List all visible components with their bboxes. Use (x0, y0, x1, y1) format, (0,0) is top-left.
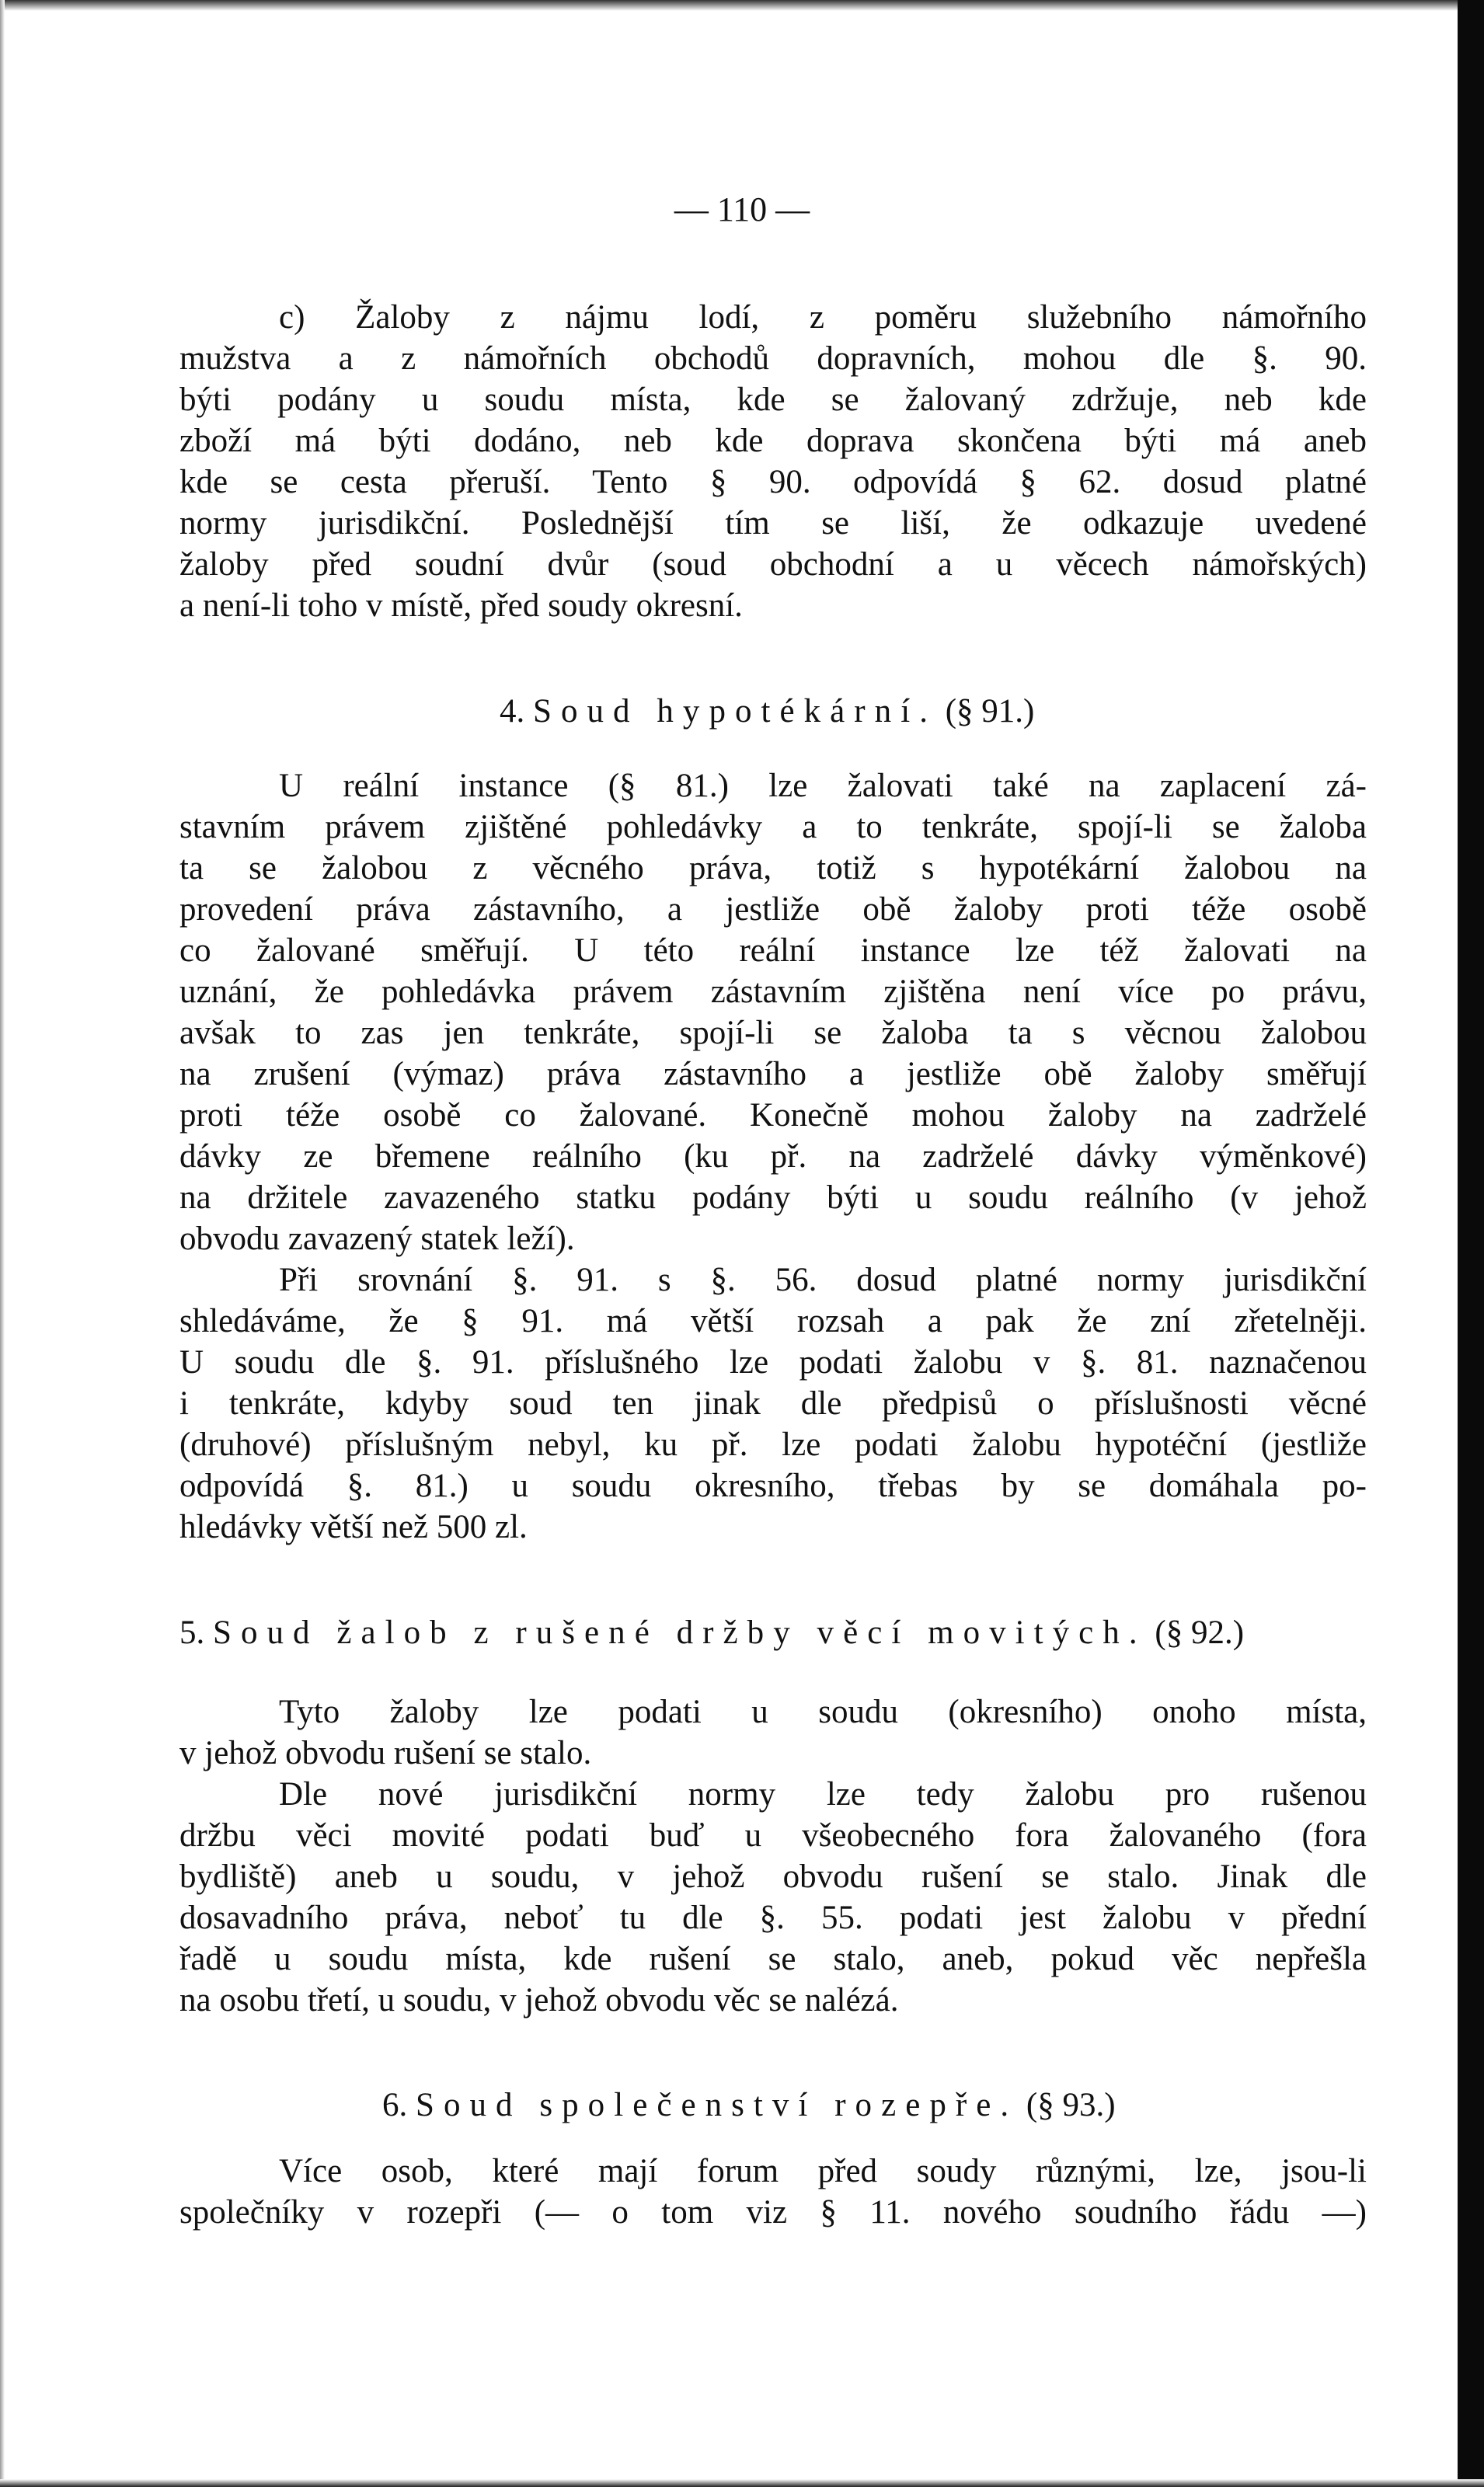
heading-ref: (§ 91.) (945, 693, 1035, 730)
text-line: dávky ze břemene reálního (ku př. na zadrželé dávky výměnkové) (179, 1138, 1367, 1175)
heading-ref: (§ 92.) (1155, 1614, 1245, 1651)
text-line: i tenkráte, kdyby soud ten jinak dle předpisů o příslušnosti věcné (179, 1385, 1367, 1422)
text-line: U soudu dle §. 91. příslušného lze podati žalobu v §. 81. naznačenou (179, 1344, 1367, 1381)
text-line: hledávky větší než 500 zl. (179, 1509, 528, 1545)
heading-4 (500, 691, 1034, 732)
text-line: na osobu třetí, u soudu, v jehož obvodu věc se nalézá. (179, 1982, 899, 2019)
heading-title: Soud společenství rozepře. (416, 2087, 1019, 2123)
paragraph-c (179, 297, 1367, 626)
text-line: dosavadního práva, neboť tu dle §. 55. podati jest žalobu v přední (179, 1900, 1367, 1936)
text-line: na držitele zavazeného statku podány býti u soudu reálního (v jehož (179, 1179, 1367, 1216)
text-line: ta se žalobou z věcného práva, totiž s hypotékární žalobou na (179, 850, 1367, 886)
text-line: býti podány u soudu místa, kde se žalovaný zdržuje, neb kde (179, 381, 1367, 418)
text-line: bydliště) aneb u soudu, v jehož obvodu rušení se stalo. Jinak dle (179, 1858, 1367, 1895)
heading-5 (179, 1612, 1244, 1653)
text-line: uznání, že pohledávka právem zástavním zjištěna není více po právu, (179, 974, 1367, 1010)
text-line: normy jurisdikční. Poslednější tím se liší, že odkazuje uvedené (179, 505, 1367, 542)
text-line: U reální instance (§ 81.) lze žalovati také na zaplacení zá- (279, 768, 1367, 804)
text-line: proti téže osobě co žalované. Konečně mohou žaloby na zadrželé (179, 1097, 1367, 1134)
paragraph-tyto (179, 1691, 1367, 1774)
paragraph-vice (179, 2151, 1367, 2233)
text-line: držbu věci movité podati buď u všeobecného fora žalovaného (fora (179, 1817, 1367, 1854)
text-line: řadě u soudu místa, kde rušení se stalo, aneb, pokud věc nepřešla (179, 1941, 1367, 1977)
scan-edge-bottom (0, 2479, 1484, 2487)
scan-edge-right (1458, 0, 1484, 2487)
text-line: na zrušení (výmaz) práva zástavního a jestliže obě žaloby směřují (179, 1056, 1367, 1092)
page-number: — 110 — (674, 190, 810, 228)
text-line: v jehož obvodu rušení se stalo. (179, 1735, 592, 1771)
text-line: provedení práva zástavního, a jestliže obě žaloby proti téže osobě (179, 891, 1367, 928)
text-line: avšak to zas jen tenkráte, spojí-li se žaloba ta s věcnou žalobou (179, 1015, 1367, 1051)
text-line: a není-li toho v místě, před soudy okresní. (179, 587, 743, 624)
text-line: shledáváme, že § 91. má větší rozsah a pak že zní zřetelněji. (179, 1303, 1367, 1339)
text-line: zboží má býti dodáno, neb kde doprava skončena býti má aneb (179, 423, 1367, 459)
heading-number: 6. (382, 2087, 408, 2123)
text-line: kde se cesta přeruší. Tento § 90. odpovídá § 62. dosud platné (179, 464, 1367, 500)
paragraph-real-instance (179, 765, 1367, 1259)
scan-edge-left (0, 0, 5, 2487)
heading-number: 5. (179, 1614, 205, 1651)
heading-6 (382, 2085, 1116, 2126)
heading-title: Soud hypotékární. (533, 693, 937, 730)
text-line: Dle nové jurisdikční normy lze tedy žalobu pro rušenou (279, 1776, 1367, 1813)
paragraph-srovnani (179, 1259, 1367, 1548)
text-line: obvodu zavazený statek leží). (179, 1221, 575, 1257)
text-line: stavním právem zjištěné pohledávky a to tenkráte, spojí-li se žaloba (179, 809, 1367, 845)
text-line: (druhové) příslušným nebyl, ku př. lze podati žalobu hypotéční (jestliže (179, 1426, 1367, 1463)
heading-title: Soud žalob z rušené držby věcí movitých. (213, 1614, 1147, 1651)
text-line: společníky v rozepři (— o tom viz § 11. nového soudního řádu —) (179, 2194, 1367, 2231)
heading-number: 4. (500, 693, 525, 730)
text-line: mužstva a z námořních obchodů dopravních, mohou dle §. 90. (179, 340, 1367, 377)
text-line: Tyto žaloby lze podati u soudu (okresního) onoho místa, (279, 1694, 1367, 1730)
text-line: Více osob, které mají forum před soudy různými, lze, jsou-li (279, 2153, 1367, 2189)
text-line: žaloby před soudní dvůr (soud obchodní a u věcech námořských) (179, 546, 1367, 583)
text-line: c) Žaloby z nájmu lodí, z poměru služebního námořního (279, 299, 1367, 336)
text-line: odpovídá §. 81.) u soudu okresního, třebas by se domáhala po- (179, 1468, 1367, 1504)
heading-ref: (§ 93.) (1026, 2087, 1116, 2123)
text-line: co žalované směřují. U této reální instance lze též žalovati na (179, 932, 1367, 969)
text-line: Při srovnání §. 91. s §. 56. dosud platné normy jurisdikční (279, 1262, 1367, 1298)
paragraph-dle (179, 1774, 1367, 2021)
scan-edge-top (0, 0, 1484, 11)
